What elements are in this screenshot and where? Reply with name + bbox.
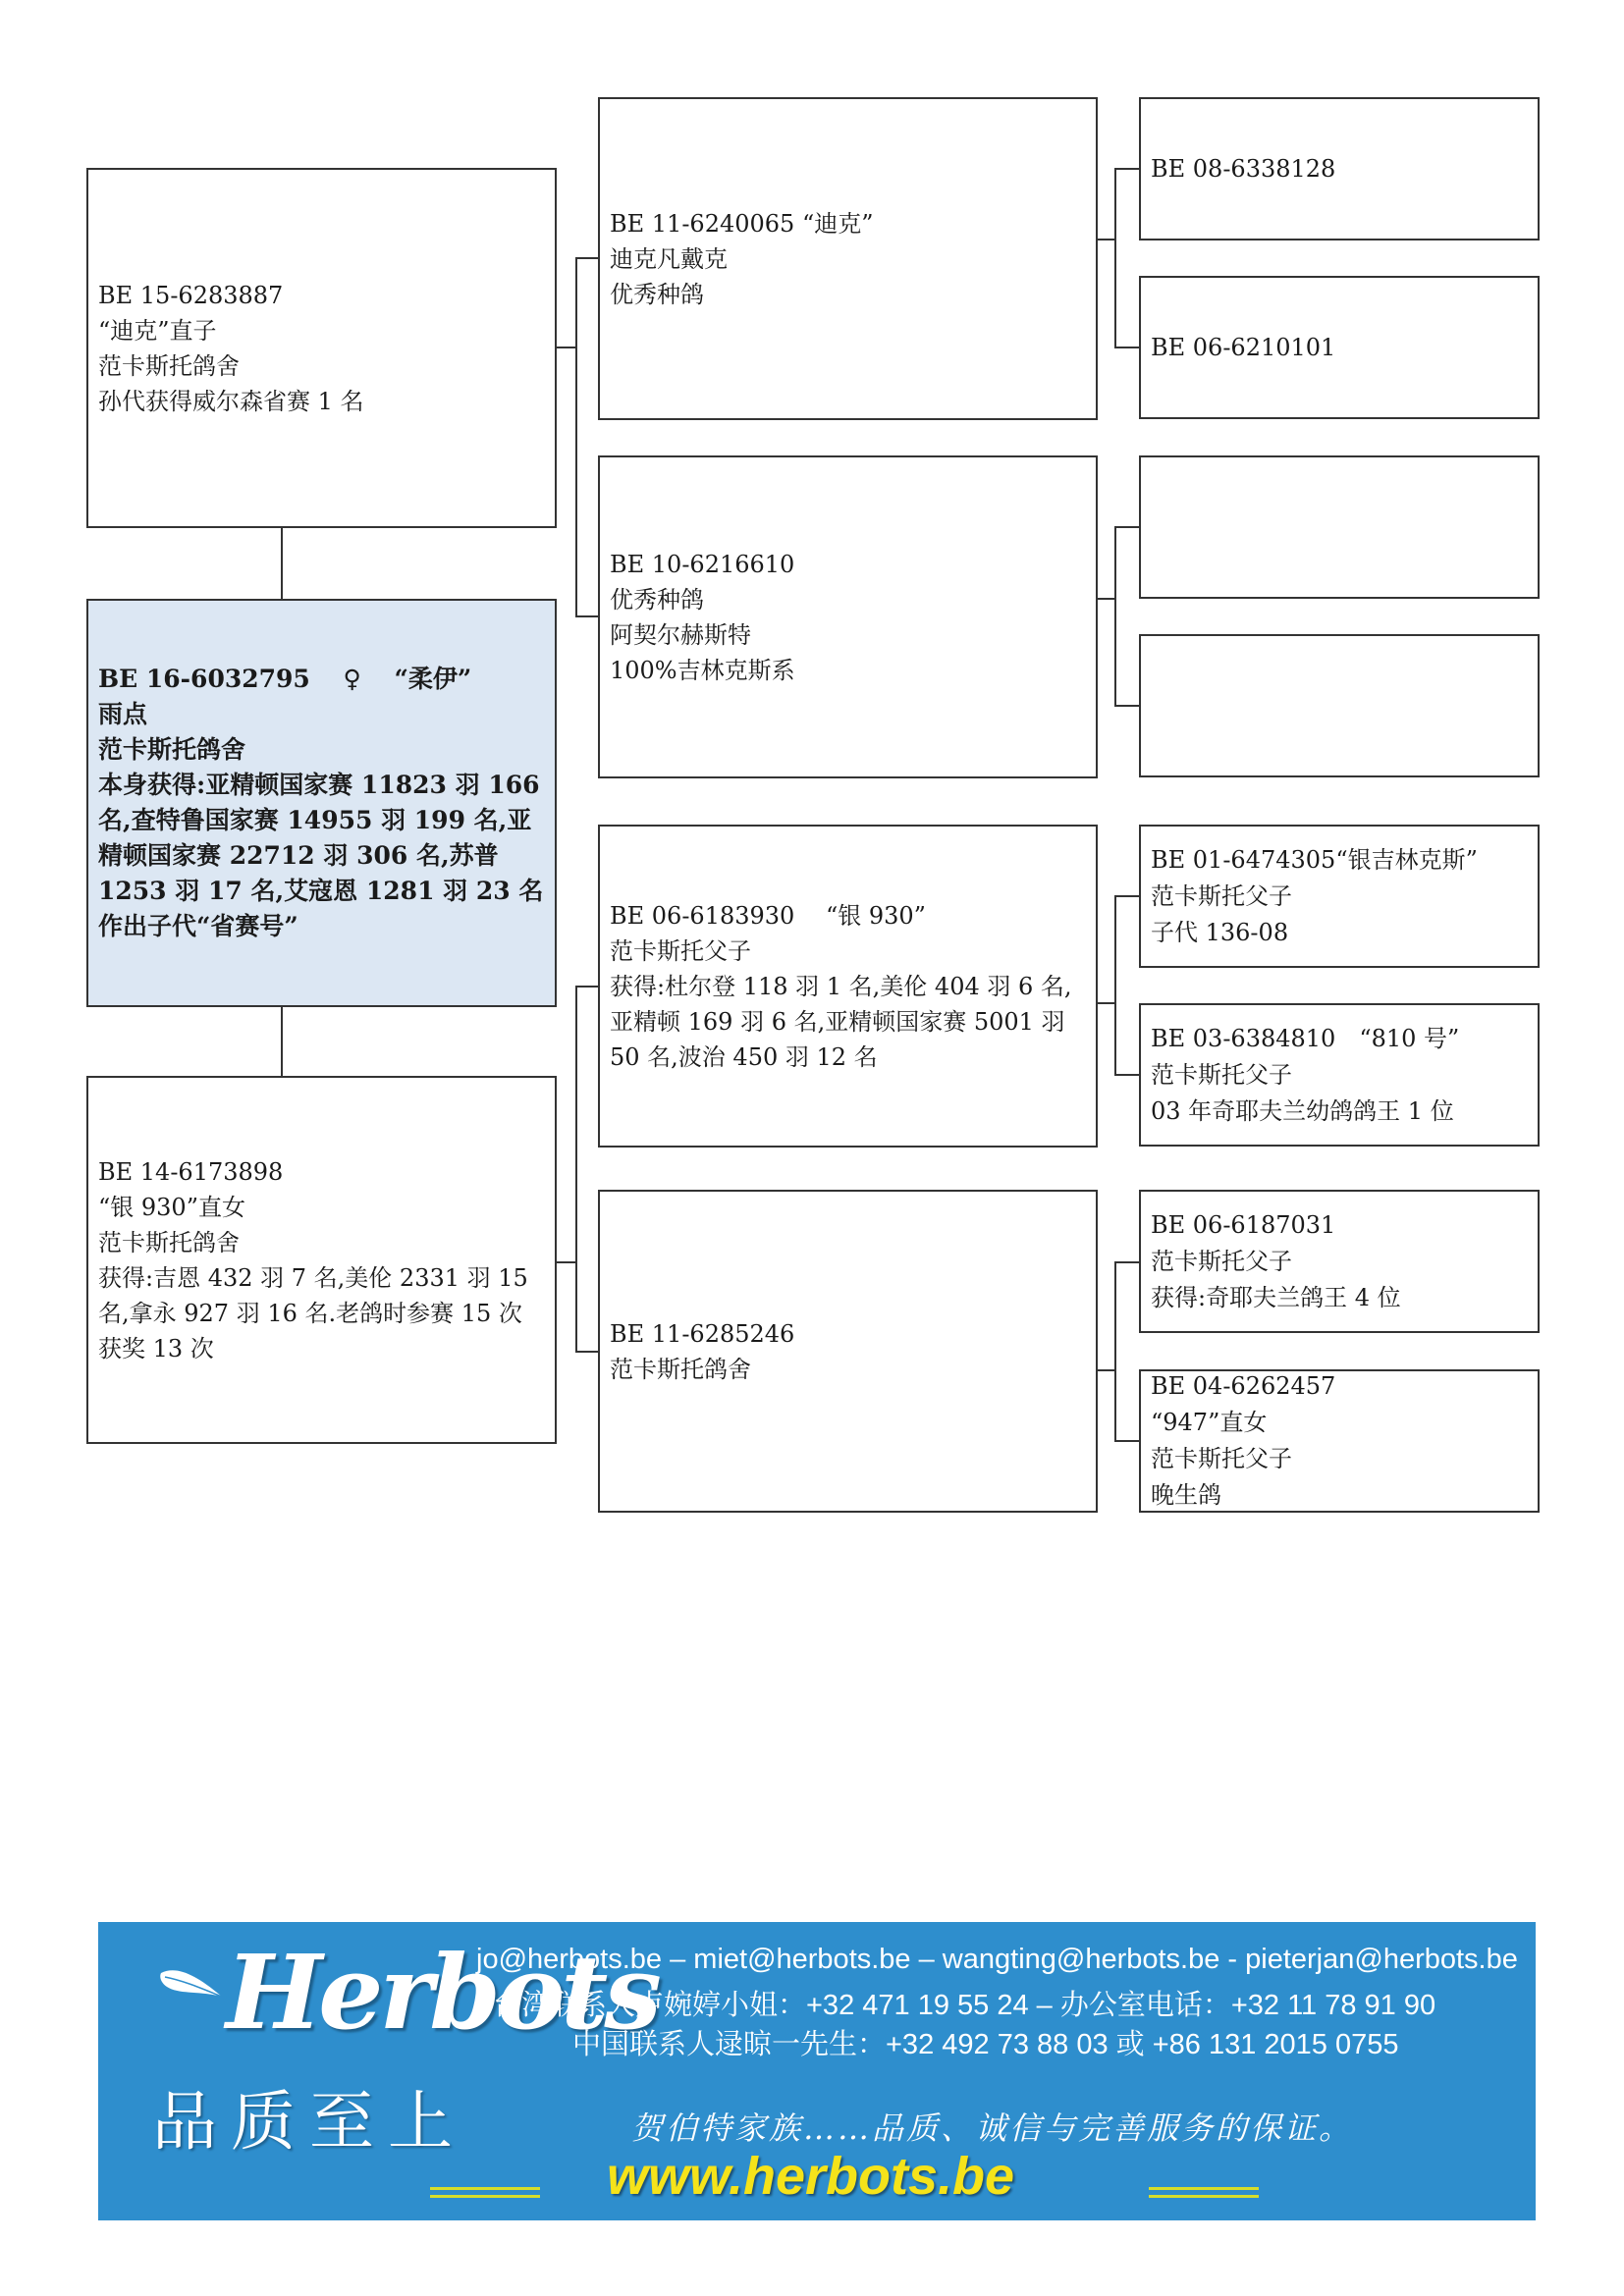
- pedigree-text-line: “银 930”直女: [98, 1193, 245, 1221]
- pedigree-text-line: “947”直女: [1151, 1409, 1268, 1436]
- pedigree-text-line: 范卡斯托父子: [1151, 881, 1292, 910]
- pedigree-text-line: 范卡斯托鸽舍: [610, 1355, 751, 1383]
- pedigree-text-line: BE 10-6216610: [610, 550, 795, 578]
- connector-line: [1114, 1261, 1140, 1263]
- connector-line: [1114, 526, 1140, 528]
- website-link[interactable]: www.herbots.be: [607, 2147, 1015, 2206]
- pedigree-text-line: BE 16-6032795 ♀ “柔伊”: [98, 665, 472, 693]
- pedigree-text-line: 阿契尔赫斯特: [610, 620, 751, 649]
- pedigree-text-line: 范卡斯托父子: [610, 936, 751, 965]
- connector-line: [1114, 347, 1140, 348]
- connector-line: [556, 1261, 576, 1263]
- connector-line: [1114, 168, 1116, 347]
- pedigree-text-line: BE 06-6187031: [1151, 1210, 1336, 1239]
- pedigree-text-line: BE 06-6183930 “银 930”: [610, 901, 926, 930]
- pedigree-text-line: 优秀种鸽: [610, 280, 704, 308]
- connector-line: [575, 986, 599, 988]
- pedigree-text-line: 子代 136-08: [1151, 918, 1289, 946]
- gen3-box-3: [1139, 455, 1540, 599]
- pedigree-text-line: BE 11-6240065 “迪克”: [610, 209, 874, 238]
- pedigree-text-line: BE 04-6262457: [1151, 1372, 1336, 1400]
- pedigree-text-line: 雨点: [98, 700, 148, 728]
- pedigree-text-line: 100%吉林克斯系: [610, 656, 795, 684]
- tagline: 贺伯特家族……品质、诚信与完善服务的保证。: [631, 2109, 1354, 2147]
- connector-line: [1114, 1440, 1140, 1442]
- pedigree-text-line: BE 06-6210101: [1151, 333, 1336, 361]
- gen3-box-4: [1139, 634, 1540, 777]
- pedigree-text-line: 范卡斯托鸽舍: [98, 1228, 240, 1256]
- connector-line: [1114, 1074, 1140, 1076]
- footer-banner: [98, 1922, 1536, 2220]
- pedigree-text-line: BE 14-6173898: [98, 1157, 284, 1186]
- connector-line: [556, 347, 576, 348]
- connector-line: [1114, 168, 1140, 170]
- connector-line: [281, 527, 283, 600]
- logo-text: Herbots: [226, 1932, 658, 2053]
- connector-line: [575, 1351, 599, 1353]
- pedigree-text-line: BE 08-6338128: [1151, 154, 1336, 183]
- pedigree-text-line: BE 03-6384810 “810 号”: [1151, 1024, 1460, 1052]
- decorative-double-line: [430, 2187, 540, 2198]
- pedigree-text-line: 晚生鸽: [1151, 1481, 1221, 1509]
- taiwan-contact: 台湾联系人卢婉婷小姐：+32 471 19 55 24 – 办公室电话：+32 11 78 91 90: [493, 1990, 1436, 2021]
- pedigree-text-line: 范卡斯托父子: [1151, 1060, 1292, 1089]
- gen3-box-7: [1139, 1190, 1540, 1333]
- pedigree-text-line: 范卡斯托父子: [1151, 1445, 1292, 1472]
- connector-line: [575, 257, 599, 259]
- feather-icon: [157, 1961, 226, 2010]
- pedigree-text-line: 范卡斯托父子: [1151, 1247, 1292, 1275]
- pedigree-text-line: 作出子代“省赛号”: [98, 912, 298, 940]
- decorative-double-line: [1149, 2187, 1259, 2198]
- china-contact: 中国联系人逯晾一先生：+32 492 73 88 03 或 +86 131 2015 0755: [572, 2029, 1399, 2060]
- pedigree-text-line: 获得:杜尔登 118 羽 1 名,美伦 404 羽 6 名,亚精顿 169 羽 6 名,亚精顿国家赛 5001 羽 50 名,波治 450 羽 12 名: [610, 972, 1073, 1071]
- connector-line: [575, 257, 577, 617]
- pedigree-text-line: 孙代获得威尔森省赛 1 名: [98, 387, 364, 415]
- dam-sire-box: [598, 825, 1098, 1148]
- dam-dam-box: [598, 1190, 1098, 1513]
- pedigree-text-line: 范卡斯托鸽舍: [98, 735, 246, 764]
- email-list: jo@herbots.be – miet@herbots.be – wangting@herbots.be - pieterjan@herbots.be: [476, 1944, 1518, 1975]
- pedigree-text-line: BE 15-6283887: [98, 281, 284, 309]
- connector-line: [1114, 705, 1140, 707]
- gen3-box-1: [1139, 97, 1540, 240]
- pedigree-text-line: BE 01-6474305“银吉林克斯”: [1151, 845, 1478, 874]
- pedigree-text-line: 优秀种鸽: [610, 585, 704, 614]
- pedigree-text-line: 范卡斯托鸽舍: [98, 351, 240, 380]
- connector-line: [1114, 895, 1116, 1075]
- pedigree-text-line: BE 11-6285246: [610, 1319, 795, 1348]
- pedigree-text-line: 本身获得:亚精顿国家赛 11823 羽 166 名,查特鲁国家赛 14955 羽 199 名,亚精顿国家赛 22712 羽 306 名,苏普 1253 羽 17 名,艾寇恩 1281 羽 23 名: [98, 771, 549, 905]
- slogan: 品质至上: [152, 2084, 466, 2160]
- sire-dam-box: [598, 455, 1098, 778]
- subject-box: [86, 599, 557, 1007]
- connector-line: [1114, 1261, 1116, 1441]
- connector-line: [1114, 895, 1140, 897]
- sire-box: [86, 168, 557, 528]
- connector-line: [281, 1006, 283, 1077]
- gen3-box-6: [1139, 1003, 1540, 1147]
- connector-line: [1097, 1002, 1115, 1004]
- connector-line: [1097, 598, 1115, 600]
- connector-line: [1097, 1369, 1115, 1371]
- gen3-box-5: [1139, 825, 1540, 968]
- gen3-box-2: [1139, 276, 1540, 419]
- pedigree-text-line: 获得:奇耶夫兰鸽王 4 位: [1151, 1283, 1401, 1311]
- pedigree-text-line: 获得:吉恩 432 羽 7 名,美伦 2331 羽 15 名,拿永 927 羽 16 名.老鸽时参赛 15 次获奖 13 次: [98, 1263, 536, 1362]
- connector-line: [575, 615, 599, 617]
- connector-line: [575, 986, 577, 1352]
- connector-line: [1114, 526, 1116, 706]
- dam-box: [86, 1076, 557, 1444]
- pedigree-text-line: “迪克”直子: [98, 316, 217, 345]
- gen3-box-8: [1139, 1369, 1540, 1513]
- pedigree-text-line: 迪克凡戴克: [610, 244, 728, 273]
- pedigree-text-line: 03 年奇耶夫兰幼鸽鸽王 1 位: [1151, 1096, 1454, 1125]
- connector-line: [1097, 239, 1115, 240]
- sire-sire-box: [598, 97, 1098, 420]
